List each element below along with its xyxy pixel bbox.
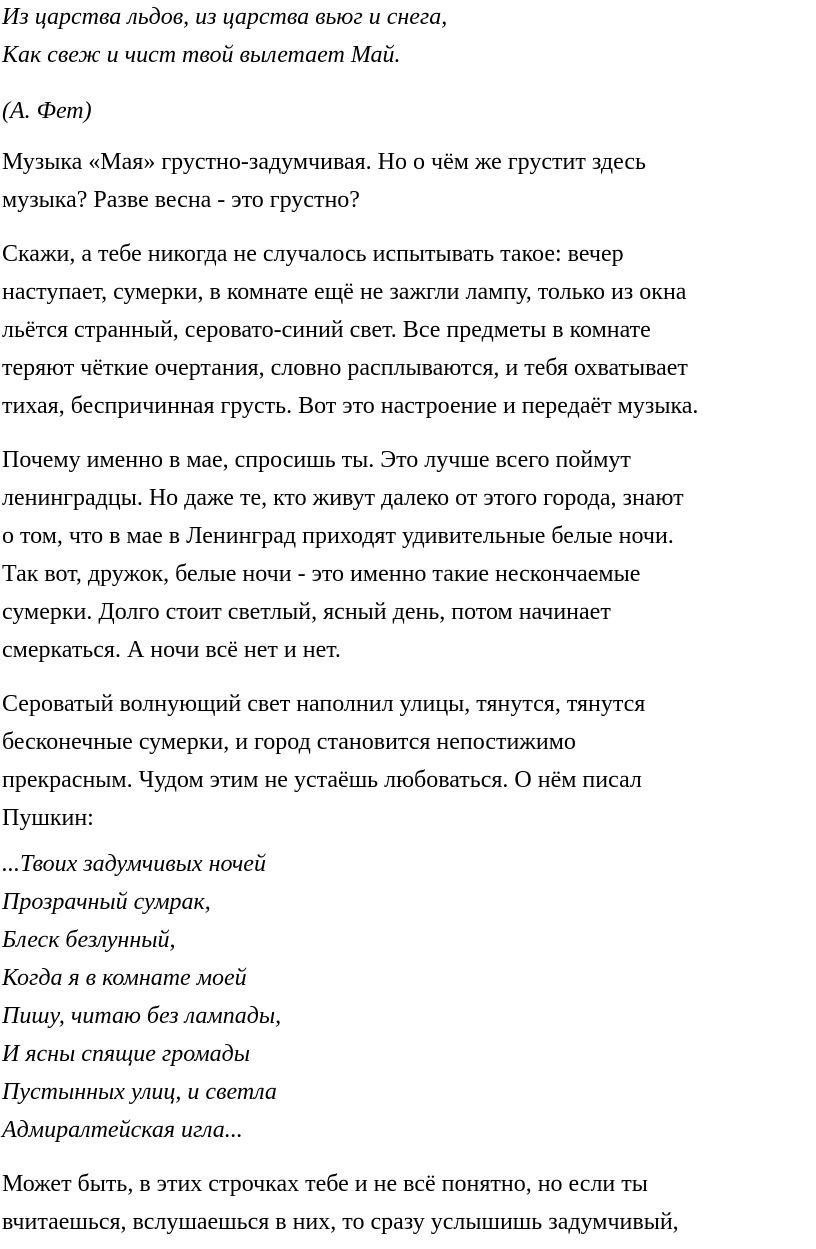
paragraph-line: смеркаться. А ночи всё нет и нет. <box>2 637 341 663</box>
paragraph-line: наступает, сумерки, в комнате ещё не зажгли лампу, только из окна <box>2 279 687 305</box>
paragraph-line: о том, что в мае в Ленинград приходят удивительные белые ночи. <box>2 523 674 549</box>
poem-line: Когда я в комнате моей <box>2 965 247 991</box>
paragraph-line: тихая, беспричинная грусть. Вот это настроение и передаёт музыка. <box>2 393 699 419</box>
paragraph-line: Музыка «Мая» грустно-задумчивая. Но о чём же грустит здесь <box>2 149 646 175</box>
paragraph-line: вчитаешься, вслушаешься в них, то сразу услышишь задумчивый, <box>2 1209 679 1235</box>
poem-line: Пишу, читаю без лампады, <box>2 1003 282 1029</box>
poem-line: ...Твоих задумчивых ночей <box>2 851 266 877</box>
paragraph-line: Пушкин: <box>2 805 94 831</box>
poem-line: Пустынных улиц, и светла <box>2 1079 277 1105</box>
paragraph-line: ленинградцы. Но даже те, кто живут далеко от этого города, знают <box>2 485 684 511</box>
paragraph-line: сумерки. Долго стоит светлый, ясный день, потом начинает <box>2 599 611 625</box>
paragraph-line: Может быть, в этих строчках тебе и не всё понятно, но если ты <box>2 1171 648 1197</box>
poem-line: Прозрачный сумрак, <box>2 889 211 915</box>
paragraph-line: льётся странный, серовато-синий свет. Все предметы в комнате <box>2 317 651 343</box>
poem-line: Адмиралтейская игла... <box>2 1117 243 1143</box>
paragraph-line: Скажи, а тебе никогда не случалось испытывать такое: вечер <box>2 241 624 267</box>
paragraph-line: Так вот, дружок, белые ночи - это именно такие нескончаемые <box>2 561 641 587</box>
epigraph-author: (А. Фет) <box>2 98 92 124</box>
paragraph-line: теряют чёткие очертания, словно расплываются, и тебя охватывает <box>2 355 688 381</box>
poem-line: И ясны спящие громады <box>2 1041 251 1067</box>
paragraph-line: бесконечные сумерки, и город становится непостижимо <box>2 729 576 755</box>
poem-line: Блеск безлунный, <box>2 927 176 953</box>
paragraph-line: Почему именно в мае, спросишь ты. Это лучше всего поймут <box>2 447 631 473</box>
paragraph-line: прекрасным. Чудом этим не устаёшь любоваться. О нём писал <box>2 767 642 793</box>
epigraph-line: Из царства льдов, из царства вьюг и снега, <box>2 4 448 30</box>
paragraph-line: музыка? Разве весна - это грустно? <box>2 187 360 213</box>
paragraph-line: Сероватый волнующий свет наполнил улицы, тянутся, тянутся <box>2 691 646 717</box>
epigraph-line: Как свеж и чист твой вылетает Май. <box>2 42 401 68</box>
